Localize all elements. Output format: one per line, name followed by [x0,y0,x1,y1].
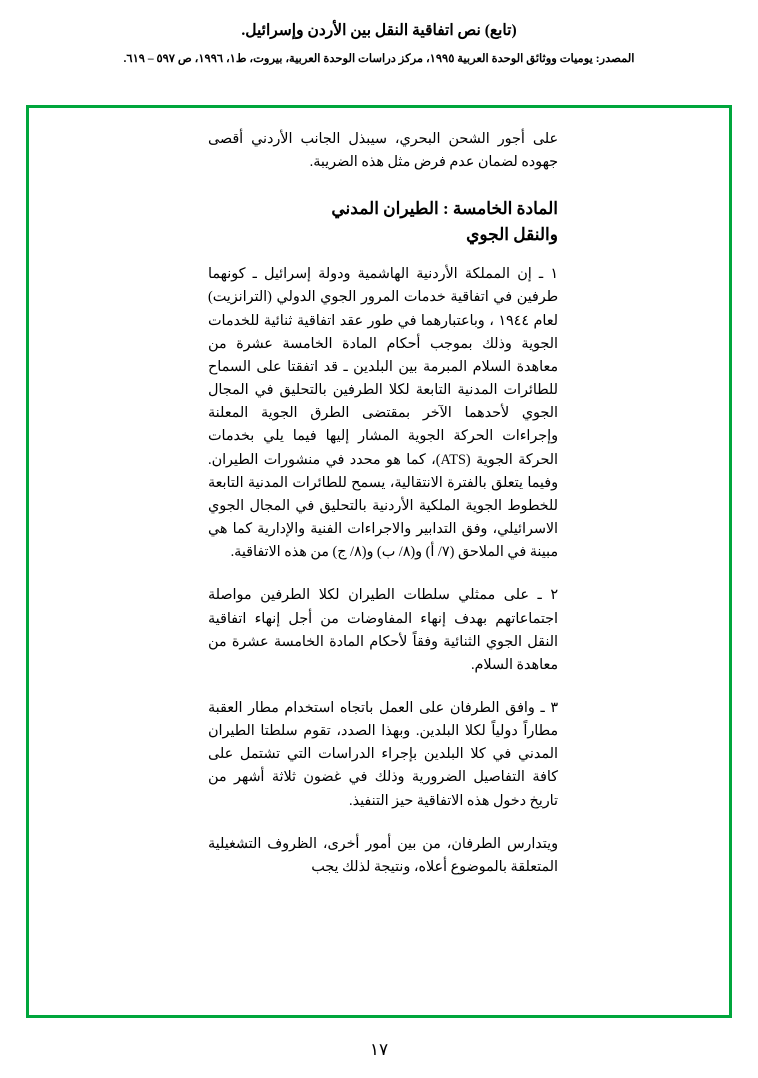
section-heading [208,196,558,247]
page-number: ١٧ [369,1040,389,1059]
document-source: المصدر: يوميات ووثائق الوحدة العربية ١٩٩٥، مركز دراسات الوحدة العربية، بيروت، ط١، ١٩٩٦، ص ٥٩٧ – ٦١٩. [123,52,635,65]
document-body [208,128,558,879]
body-paragraph-3: ٣ ـ وافق الطرفان على العمل باتجاه استخدام مطار العقبة مطاراً دولياً لكلا البلدين. وبهذا الصدد، تقوم سلطتا الطيران المدني في كلا البلدين بإجراء الدراسات التي تشتمل على كافة التفاصيل الضرورية وذلك في غضون ثلاثة أشهر من تاريخ دخول هذه الاتفاقية حيز التنفيذ. [208,699,558,809]
body-paragraph-1: ١ ـ إن المملكة الأردنية الهاشمية ودولة إسرائيل ـ كونهما طرفين في اتفاقية خدمات المرور الجوي الدولي (الترانزيت) لعام ١٩٤٤ ، وباعتبارهما في طور عقد اتفاقية ثنائية للخدمات الجوية وذلك بموجب أحكام المادة الخامسة عشرة من معاهدة السلام المبرمة بين البلدين ـ قد اتفقتا على السماح للطائرات المدنية التابعة لكلا الطرفين بالتحليق في المجال الجوي لأحدهما الآخر بمقتضى الطرق الجوية المعلنة وإجراءات الحركة الجوية المشار إليها فيما يلي بخدمات الحركة الجوية (ATS)، كما هو محدد في منشورات الطيران. وفيما يتعلق بالفترة الانتقالية، يسمح للطائرات المدنية التابعة للخطوط الجوية الملكية الأردنية بالتحليق في المجال الجوي الاسرائيلي، وفق التدابير والاجراءات الفنية والإدارية كما هي مبينة في الملاحق (٧/ أ) و(٨/ ب) و(٨/ ج) من هذه الاتفاقية. [208,266,558,561]
section-heading-line2: والنقل الجوي [466,224,558,244]
document-title: (تابع) نص اتفاقية النقل بين الأردن وإسرائيل. [241,22,517,39]
body-paragraph-4: ويتدارس الطرفان، من بين أمور أخرى، الظروف التشغيلية المتعلقة بالموضوع أعلاه، ونتيجة لذلك يجب [208,835,558,875]
intro-paragraph: على أجور الشحن البحري، سيبذل الجانب الأردني أقصى جهوده لضمان عدم فرض مثل هذه الضريبة. [208,131,558,171]
page-header [0,0,758,67]
section-heading-line1: المادة الخامسة : الطيران المدني [331,199,558,219]
body-paragraph-2: ٢ ـ على ممثلي سلطات الطيران لكلا الطرفين مواصلة اجتماعاتهم بهدف إنهاء المفاوضات من أجل إنهاء اتفاقية النقل الجوي الثنائية وفقاً لأحكام المادة الخامسة عشرة من معاهدة السلام. [208,587,558,673]
